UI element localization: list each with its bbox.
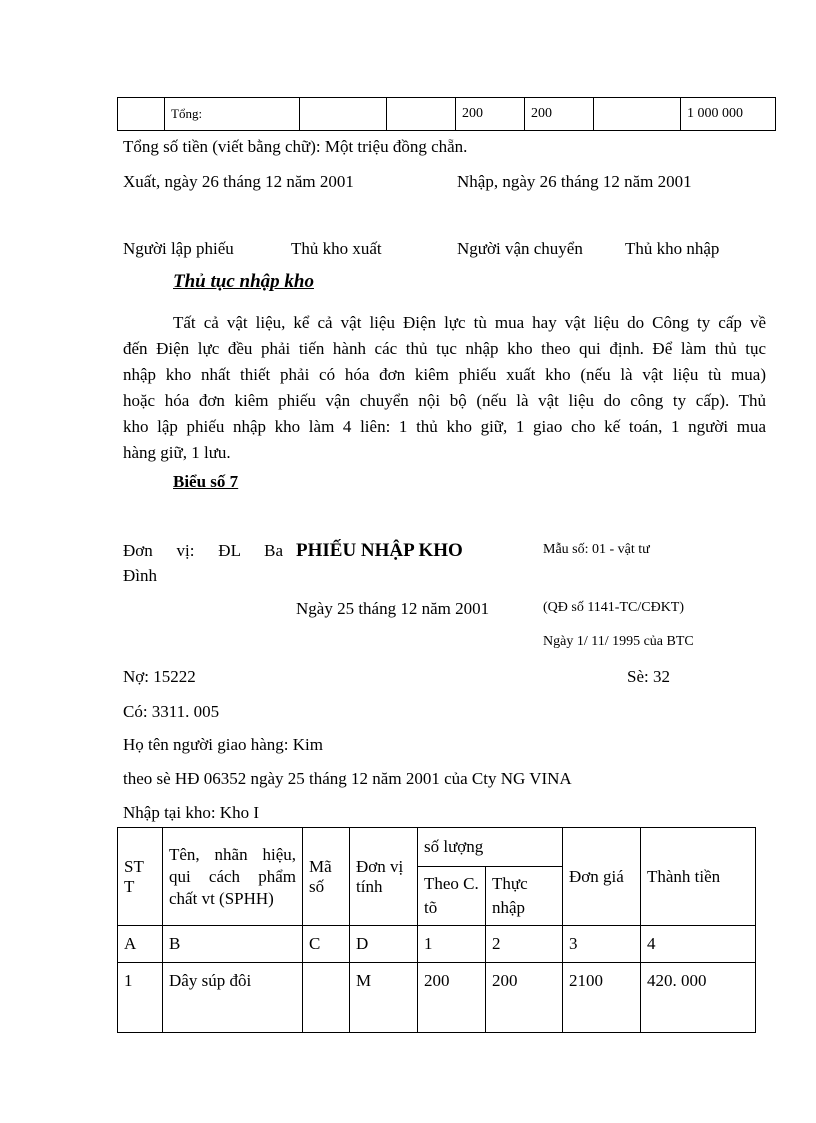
invoice-reference: theo sè HĐ 06352 ngày 25 tháng 12 năm 2001 của Cty NG VINA — [123, 769, 572, 788]
header-quantity: số lượng — [418, 828, 563, 867]
form-code: Mẫu số: 01 - vật tư — [543, 542, 650, 557]
header-unit: Đơn vị tính — [350, 828, 418, 926]
table-cell: 200 — [525, 98, 594, 131]
table-cell — [387, 98, 456, 131]
export-date: Xuất, ngày 26 tháng 12 năm 2001 — [123, 172, 354, 191]
paragraph-line: hoặc hóa đơn kiêm phiếu vận chuyển nội bộ (nếu là vật liệu do công ty cấp). Thủ — [123, 391, 766, 410]
table-cell — [300, 98, 387, 131]
table-cell: M — [350, 963, 418, 1033]
unit-line-continued: Đình — [123, 566, 157, 585]
table-cell: 1 — [418, 926, 486, 963]
form-label: Biểu số 7 — [173, 472, 239, 491]
header-qty-doc: Theo C. tõ — [418, 867, 486, 926]
table-cell — [118, 98, 165, 131]
header-qty-actual: Thực nhập — [486, 867, 563, 926]
header-amount: Thành tiền — [641, 828, 756, 926]
header-name: Tên, nhãn hiệu, qui cách phẩm chất vt (SPHH) — [163, 828, 303, 926]
unit-line: Đơn vị: ĐL Ba — [123, 541, 283, 560]
table-cell: C — [303, 926, 350, 963]
total-label-cell: Tổng: — [165, 98, 300, 131]
table-cell: 200 — [418, 963, 486, 1033]
header-stt: ST T — [118, 828, 163, 926]
table-cell: 3 — [563, 926, 641, 963]
paragraph-line: kho lập phiếu nhập kho làm 4 liên: 1 thủ kho giữ, 1 giao cho kế toán, 1 người mua — [123, 417, 766, 436]
paragraph-line: Tất cả vật liệu, kể cả vật liệu Điện lực tù mua hay vật liệu do Công ty cấp về — [173, 313, 766, 332]
table-header-row — [118, 828, 756, 867]
table-cell: 1 — [118, 963, 163, 1033]
total-amount-cell: 1 000 000 — [681, 98, 776, 131]
procedure-paragraph — [123, 310, 766, 466]
total-row-table — [117, 97, 776, 131]
table-cell — [303, 963, 350, 1033]
signature-export-keeper: Thủ kho xuất — [291, 239, 382, 258]
table-cell — [594, 98, 681, 131]
table-cell: 4 — [641, 926, 756, 963]
table-cell: 420. 000 — [641, 963, 756, 1033]
import-date: Nhập, ngày 26 tháng 12 năm 2001 — [457, 172, 692, 191]
decision-ref: (QĐ số 1141-TC/CĐKT) — [543, 600, 685, 615]
paragraph-line: hàng giữ, 1 lưu. — [123, 443, 231, 462]
document-number: Sè: 32 — [627, 667, 670, 686]
table-cell: 200 — [456, 98, 525, 131]
table-cell: A — [118, 926, 163, 963]
decision-date: Ngày 1/ 11/ 1995 của BTC — [543, 634, 694, 649]
header-price: Đơn giá — [563, 828, 641, 926]
table-row — [118, 963, 756, 1033]
signature-preparer: Người lập phiếu — [123, 239, 234, 258]
warehouse: Nhập tại kho: Kho I — [123, 803, 259, 822]
signature-import-keeper: Thủ kho nhập — [625, 239, 720, 258]
paragraph-line: nhập kho nhất thiết phải có hóa đơn kiêm phiếu xuất kho (nếu là vật liệu tù mua) — [123, 365, 766, 384]
table-row — [118, 98, 776, 131]
debit-account: Nợ: 15222 — [123, 667, 196, 686]
credit-account: Có: 3311. 005 — [123, 702, 220, 721]
section-heading: Thủ tục nhập kho — [173, 271, 314, 292]
table-cell: 2100 — [563, 963, 641, 1033]
form-date: Ngày 25 tháng 12 năm 2001 — [296, 599, 490, 618]
total-in-words: Tổng số tiền (viết bằng chữ): Một triệu đồng chẵn. — [123, 137, 468, 156]
signature-transporter: Người vận chuyển — [457, 239, 583, 258]
table-cell: 200 — [486, 963, 563, 1033]
table-cell: Dây súp đôi — [163, 963, 303, 1033]
table-row — [118, 926, 756, 963]
goods-table — [117, 827, 756, 1033]
deliverer-name: Họ tên người giao hàng: Kim — [123, 735, 323, 754]
table-cell: 2 — [486, 926, 563, 963]
paragraph-line: đến Điện lực đều phải tiến hành các thủ tục nhập kho theo qui định. Để làm thủ tục — [123, 339, 766, 358]
table-cell: B — [163, 926, 303, 963]
table-cell: D — [350, 926, 418, 963]
form-title: PHIẾU NHẬP KHO — [296, 540, 463, 561]
header-code: Mã số — [303, 828, 350, 926]
